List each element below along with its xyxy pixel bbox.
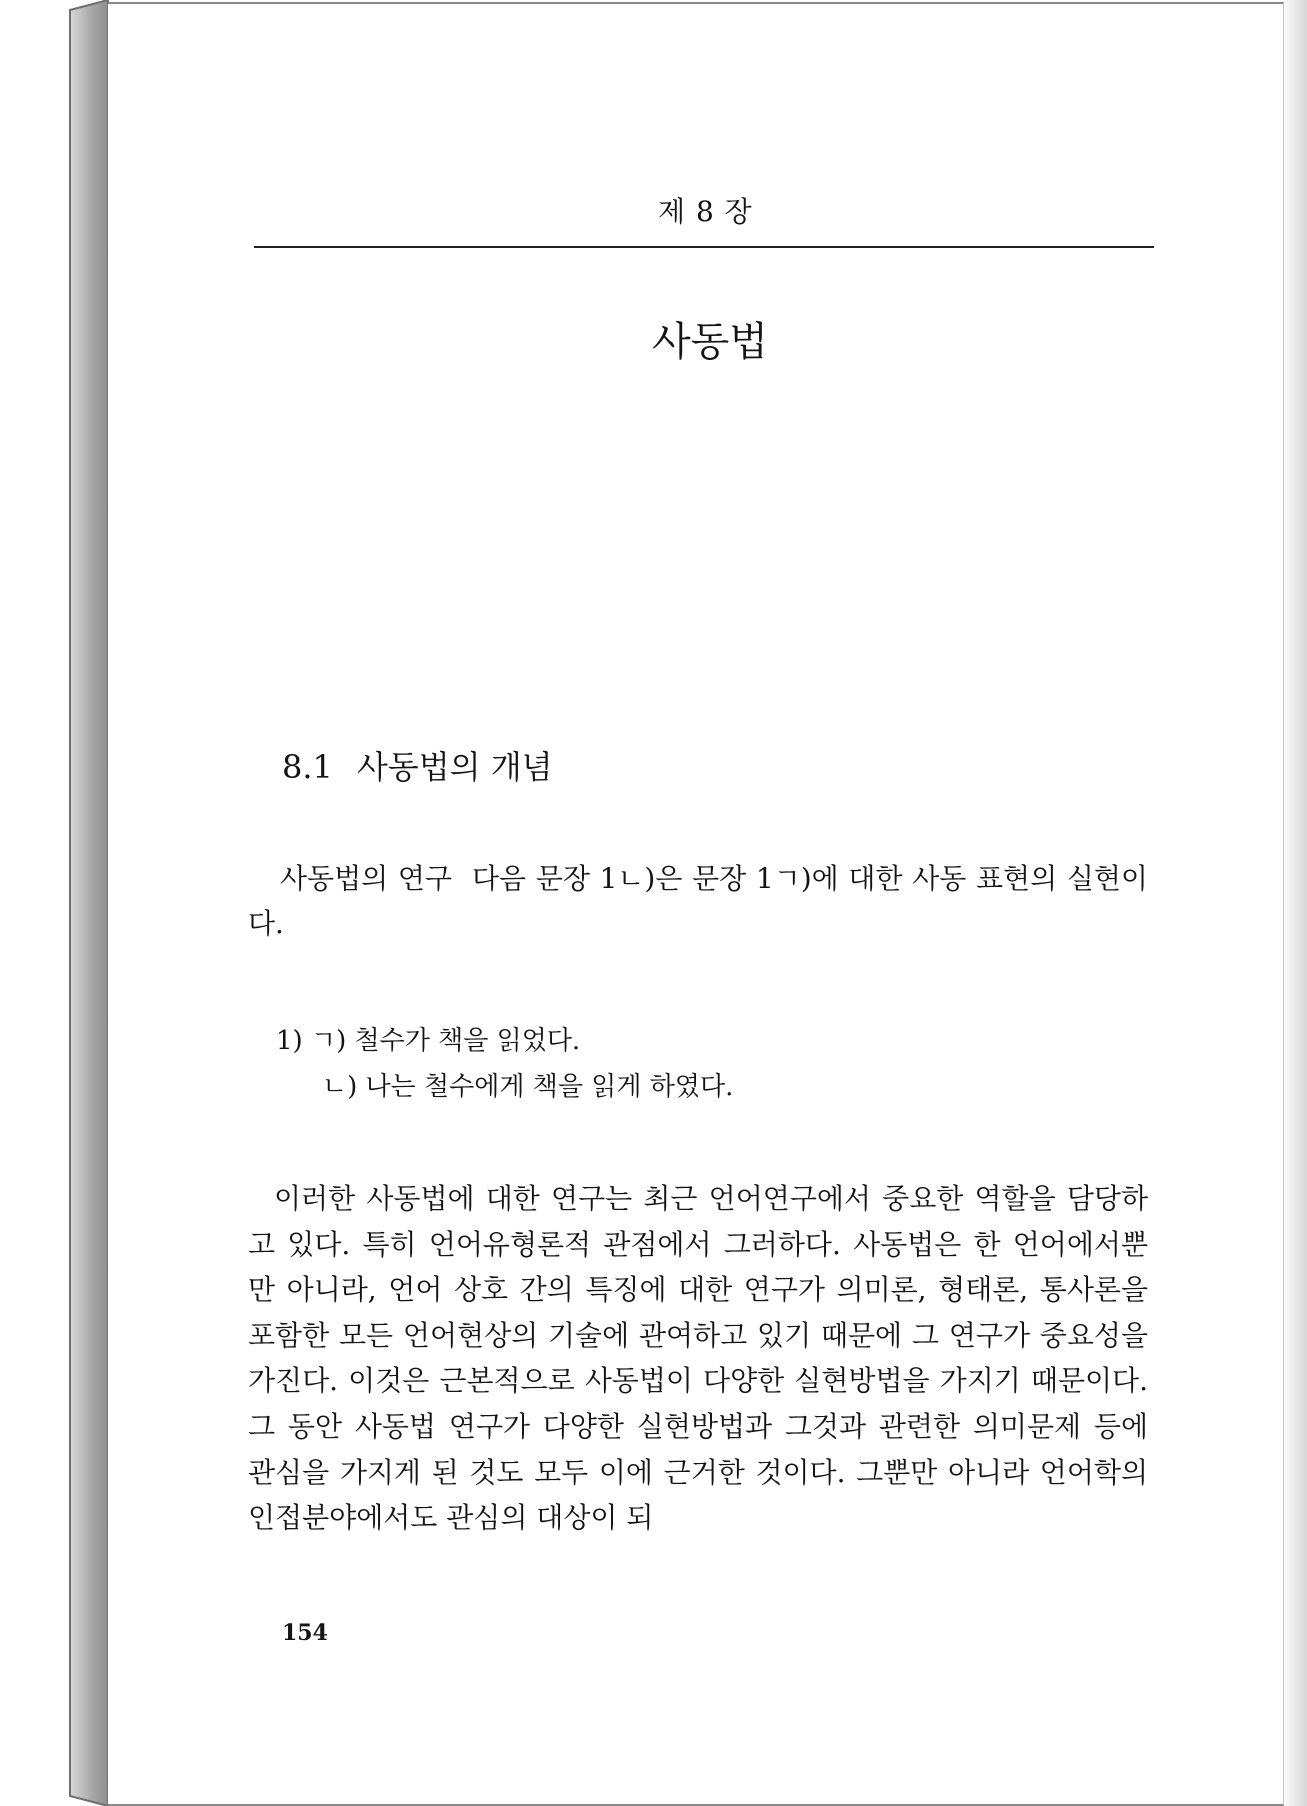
section-heading	[282, 742, 553, 788]
paragraph-intro-text: 다음 문장 1ㄴ)은 문장 1ㄱ)에 대한 사동 표현의 실현이다.	[248, 862, 1148, 940]
chapter-number: 제 8 장	[658, 195, 753, 228]
chapter-divider-rule	[254, 246, 1154, 248]
section-title: 사동법의 개념	[356, 748, 553, 786]
book-spine-edge	[0, 0, 112, 1806]
chapter-title: 사동법	[652, 319, 768, 365]
example-sentences	[276, 1018, 733, 1110]
section-number: 8.1	[282, 748, 333, 786]
paragraph-run-in-heading: 사동법의 연구	[280, 862, 452, 895]
paragraph-intro	[248, 856, 1148, 946]
example-sentence: 1) ㄱ) 철수가 책을 읽었다.	[276, 1026, 581, 1056]
paragraph-body-text: 이러한 사동법에 대한 연구는 최근 언어연구에서 중요한 역할을 담당하고 있다. 특히 언어유형론적 관점에서 그러하다. 사동법은 한 언어에서뿐만 아니라, 언어 상호 간의 특징에 대한 연구가 의미론, 형태론, 통사론을 포함한 모든 언어현상의 기술에 관여하고 있기 때문에 그 연구가 중요성을 가진다. 이것은 근본적으로 사동법이 다양한 실현방법을 가지기 때문이다. 그 동안 사동법 연구가 다양한 실현방법과 그것과 관련한 의미문제 등에 관심을 가지게 된 것도 모두 이에 근거한 것이다. 그뿐만 아니라 언어학의 인접분야에서도 관심의 대상이 되	[248, 1182, 1148, 1535]
page-right-shadow	[1281, 0, 1307, 1806]
paragraph-body	[248, 1176, 1148, 1541]
example-sentence: ㄴ) 나는 철수에게 책을 읽게 하였다.	[322, 1072, 734, 1102]
page-number: 154	[282, 1620, 328, 1646]
